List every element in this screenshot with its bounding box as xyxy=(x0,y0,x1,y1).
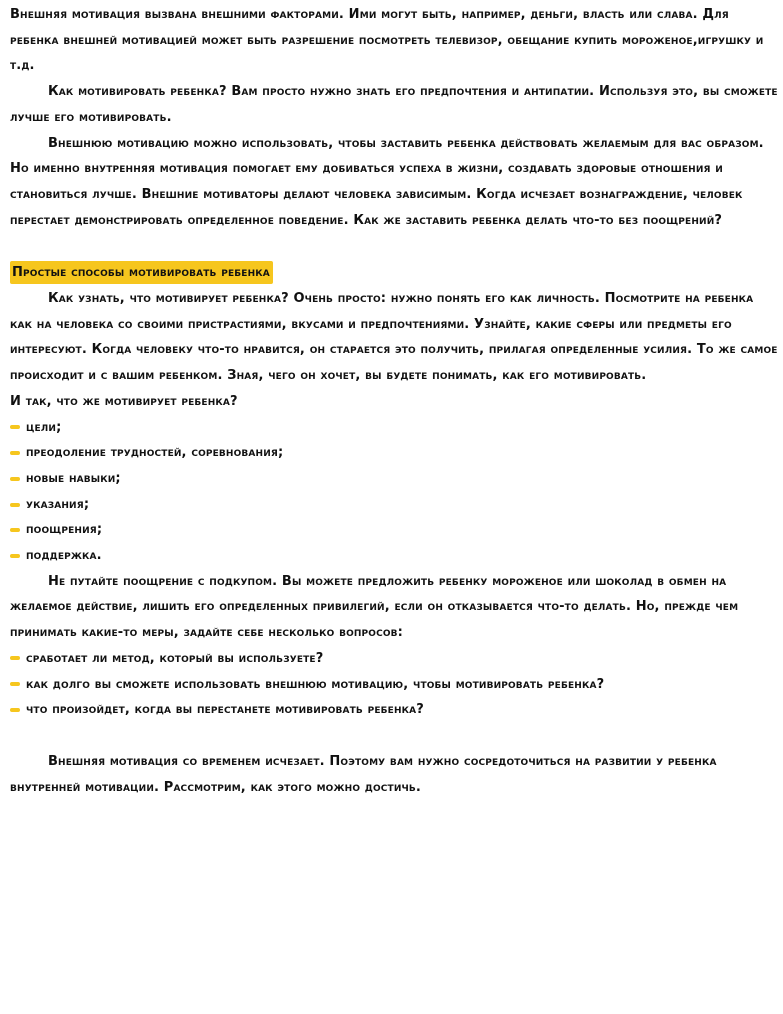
list-intro: И так, что же мотивирует ребенка? xyxy=(10,393,238,409)
list-item: преодоление трудностей, соревнования; xyxy=(10,440,778,466)
motivators-list xyxy=(10,415,778,569)
dash-bullet-icon xyxy=(10,682,20,686)
spacer xyxy=(10,723,778,749)
dash-bullet-icon xyxy=(10,528,20,532)
intro-paragraph-1: Внешняя мотивация вызвана внешними факторами. Ими могут быть, например, деньги, власть или слава. Для ребенка внешней мотивацией может быть разрешение посмотреть телевизор, обещание купить мороженое,игрушку и т.д. xyxy=(10,7,764,74)
dash-bullet-icon xyxy=(10,554,20,558)
section-heading-wrap xyxy=(10,259,778,286)
section-heading: Простые способы мотивировать ребенка xyxy=(10,261,273,284)
article xyxy=(10,2,778,800)
list-item: как долго вы сможете использовать внешнюю мотивацию, чтобы мотивировать ребенка? xyxy=(10,672,778,698)
dash-bullet-icon xyxy=(10,477,20,481)
dash-bullet-icon xyxy=(10,656,20,660)
list-item: что произойдет, когда вы перестанете мотивировать ребенка? xyxy=(10,697,778,723)
dash-bullet-icon xyxy=(10,708,20,712)
list-item: указания; xyxy=(10,492,778,518)
questions-list xyxy=(10,646,778,723)
spacer xyxy=(10,233,778,259)
list-item: сработает ли метод, который вы используете? xyxy=(10,646,778,672)
list-item: цели; xyxy=(10,415,778,441)
list-item: новые навыки; xyxy=(10,466,778,492)
dash-bullet-icon xyxy=(10,503,20,507)
dash-bullet-icon xyxy=(10,451,20,455)
intro-paragraph-3: Внешнюю мотивацию можно использовать, чтобы заставить ребенка действовать желаемым для вас образом. Но именно внутренняя мотивация помогает ему добиваться успеха в жизни, создавать здоровые отношения и становиться лучше. Внешние мотиваторы делают человека зависимым. Когда исчезает вознаграждение, человек перестает демонстрировать определенное поведение. Как же заставить ребенка делать что-то без поощрений? xyxy=(10,135,764,228)
dash-bullet-icon xyxy=(10,425,20,429)
section-paragraph-3: Внешняя мотивация со временем исчезает. Поэтому вам нужно сосредоточиться на развитии у ребенка внутренней мотивации. Рассмотрим, как этого можно достичь. xyxy=(10,753,717,795)
intro-paragraph-2: Как мотивировать ребенка? Вам просто нужно знать его предпочтения и антипатии. Используя это, вы сможете лучше его мотивировать. xyxy=(10,84,778,125)
list-item: поддержка. xyxy=(10,543,778,569)
section-paragraph-1: Как узнать, что мотивирует ребенка? Очень просто: нужно понять его как личность. Посмотрите на ребенка как на человека со своими пристрастиями, вкусами и предпочтениями. Узнайте, какие сферы или предметы его интересуют. Когда человеку что-то нравится, он старается это получить, прилагая определенные усилия. То же самое происходит и с вашим ребенком. Зная, чего он хочет, вы будете понимать, как его мотивировать. xyxy=(10,291,778,384)
section-paragraph-2: Не путайте поощрение с подкупом. Вы можете предложить ребенку мороженое или шоколад в обмен на желаемое действие, лишить его определенных привилегий, если он отказывается что-то делать. Но, прежде чем принимать какие-то меры, задайте себе несколько вопросов: xyxy=(10,573,739,641)
list-item: поощрения; xyxy=(10,517,778,543)
